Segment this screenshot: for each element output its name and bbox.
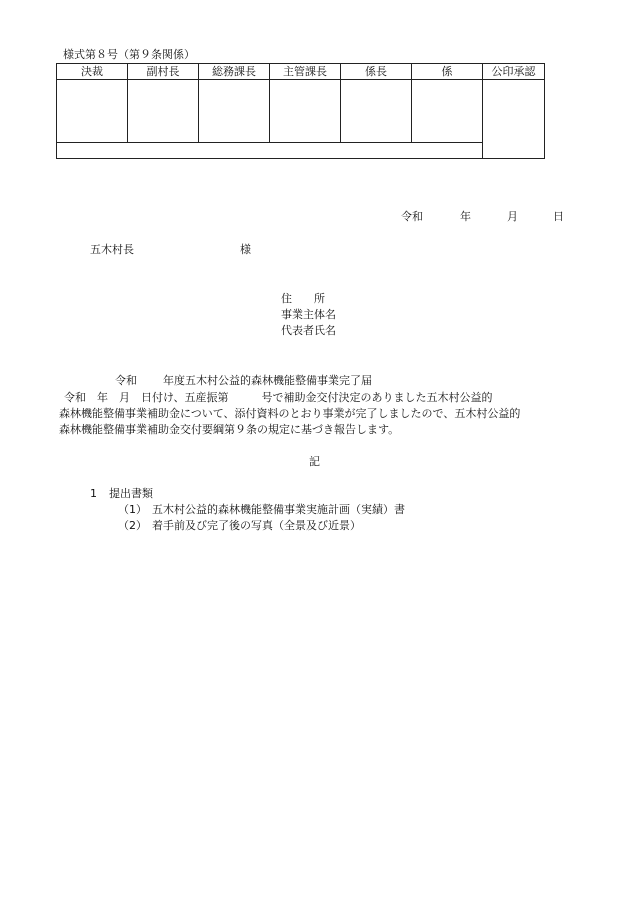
date-era: 令和 [401,210,423,223]
stamp-cell-kakari [412,80,483,143]
applicant-representative-label: 代表者氏名 [281,324,336,337]
document-title [115,374,372,388]
title-era: 令和 [115,374,137,387]
date-year-unit: 年 [460,210,471,223]
header-shukankacho: 主管課長 [270,64,341,80]
ki-heading: 記 [309,455,320,468]
header-kakaricho: 係長 [341,64,412,80]
body-line-3: 森林機能整備事業補助金交付要綱第９条の規定に基づき報告します。 [59,423,400,436]
body-line-2: 森林機能整備事業補助金について、添付資料のとおり事業が完了しましたので、五木村公益的 [59,407,521,420]
header-kakari: 係 [412,64,483,80]
header-fukusoncho: 副村長 [128,64,199,80]
remarks-strip [57,143,483,159]
header-somukacho: 総務課長 [199,64,270,80]
date-day-unit: 日 [553,210,564,223]
addressee-name: 五木村長 [90,243,134,256]
applicant-address-label: 住 所 [281,292,325,305]
date-month-unit: 月 [507,210,518,223]
section-number: 1 [90,487,97,500]
addressee-honorific: 様 [240,243,251,256]
stamp-cell-koin-shonin [483,80,545,159]
stamp-cell-kessai [57,80,128,143]
section-heading [90,487,153,501]
body-line-1: 令和 年 月 日付け、五産振第 号で補助金交付決定のありました五木村公益的 [64,391,493,404]
approval-stamp-table [56,63,545,159]
form-number: 様式第８号（第９条関係） [63,48,195,61]
list-item-marker: （2） [118,519,147,532]
header-kessai: 決裁 [57,64,128,80]
body-paragraph [59,390,569,438]
section-title: 提出書類 [109,487,153,500]
list-item-text: 五木村公益的森林機能整備事業実施計画（実績）書 [152,503,405,516]
stamp-cell-shukankacho [270,80,341,143]
list-item-marker: （1） [118,503,147,516]
applicant-entity-label: 事業主体名 [281,308,336,321]
list-item [118,503,405,517]
list-item [118,519,361,533]
stamp-cell-fukusoncho [128,80,199,143]
title-text: 年度五木村公益的森林機能整備事業完了届 [163,374,372,387]
list-item-text: 着手前及び完了後の写真（全景及び近景） [152,519,361,532]
stamp-cell-kakaricho [341,80,412,143]
stamp-cell-somukacho [199,80,270,143]
header-koin-shonin: 公印承認 [483,64,545,80]
